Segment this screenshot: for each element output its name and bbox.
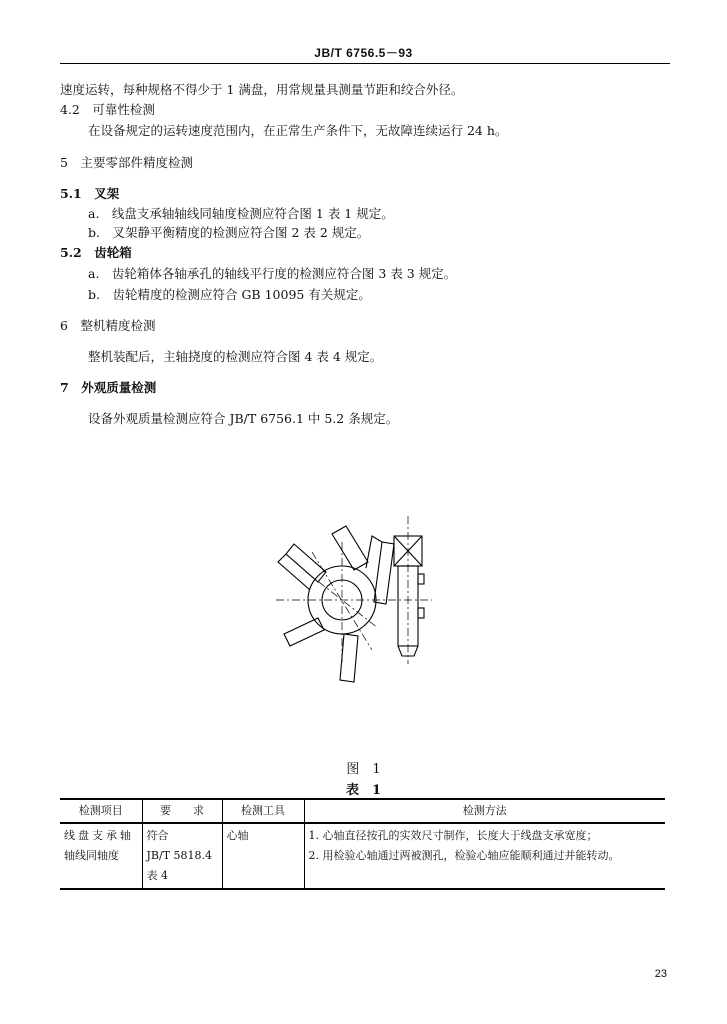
header-tool: 检测工具 [222,799,304,823]
page-number: 23 [654,968,667,980]
section-7-text: 设备外观质量检测应符合 JB/T 6756.1 中 5.2 条规定。 [88,411,399,426]
figure-1-caption: 图 1 [346,762,381,777]
section-5-1-title: 5.1 叉架 [60,186,120,201]
cell-tool [222,823,304,889]
header-method: 检测方法 [304,799,665,823]
header-requirement: 要 求 [142,799,222,823]
header-rule [60,63,670,64]
section-5-1-b: b. 叉架静平衡精度的检测应符合图 2 表 2 规定。 [88,225,370,240]
cell-method-line-2: 2. 用检验心轴通过两被测孔，检验心轴应能顺利通过并能转动。 [308,849,620,862]
table-1-caption: 表 1 [345,783,382,798]
section-4-2-text: 在设备规定的运转速度范围内，在正常生产条件下，无故障连续运行 24 h。 [88,123,508,138]
table-header-row [60,799,665,823]
section-6-text: 整机装配后，主轴挠度的检测应符合图 4 表 4 规定。 [88,349,383,364]
cell-item-line-1: 线盘支承轴 [64,829,134,842]
section-5-2-title: 5.2 齿轮箱 [60,245,132,260]
cell-req-line-2: JB/T 5818.4 [146,849,213,862]
figure-1-fork-drawing [262,512,442,697]
section-5-title: 5 主要零部件精度检测 [60,155,193,170]
cell-method-line-1: 1. 心轴直径按孔的实效尺寸制作，长度大于线盘支承宽度； [308,829,598,842]
cell-item [60,823,142,889]
section-6-title: 6 整机精度检测 [60,318,156,333]
section-7-title: 7 外观质量检测 [60,380,157,395]
section-5-2-b: b. 齿轮精度的检测应符合 GB 10095 有关规定。 [88,287,371,302]
table-1 [60,798,665,890]
section-5-1-a: a. 线盘支承轴轴线同轴度检测应符合图 1 表 1 规定。 [88,206,394,221]
section-5-2-a: a. 齿轮箱体各轴承孔的轴线平行度的检测应符合图 3 表 3 规定。 [88,266,457,281]
section-4-2-title: 4.2 可靠性检测 [60,102,155,117]
cell-req-line-1: 符合 [146,829,169,842]
cell-method [304,823,665,889]
cell-req-line-3: 表 4 [146,869,168,882]
header-item: 检测项目 [60,799,142,823]
cell-requirement [142,823,222,889]
cell-item-line-2: 轴线同轴度 [64,849,119,862]
standard-code-header: JB/T 6756.5－93 [314,46,413,60]
table-row [60,823,665,889]
cell-tool-text: 心轴 [226,829,249,842]
paragraph-continued: 速度运转，每种规格不得少于 1 满盘，用常规量具测量节距和绞合外径。 [60,82,464,97]
